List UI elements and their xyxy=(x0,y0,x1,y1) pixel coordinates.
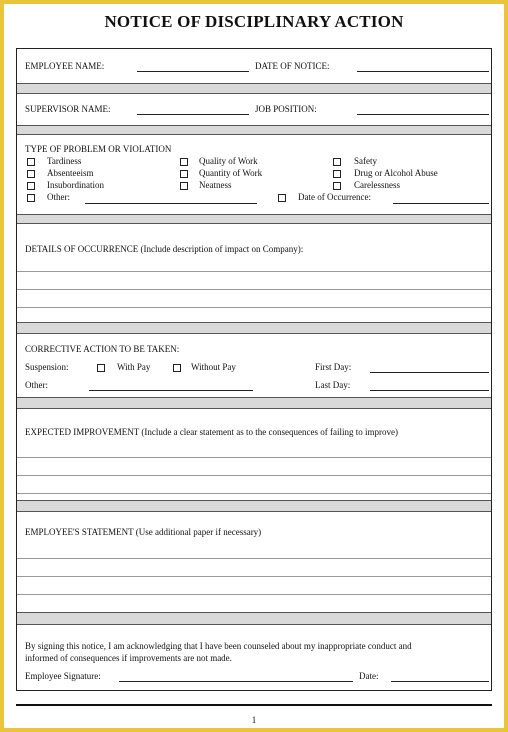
tardiness-checkbox[interactable] xyxy=(27,158,35,166)
without-pay-label: Without Pay xyxy=(191,362,236,372)
statement-section xyxy=(17,512,491,622)
employee-signature-label: Employee Signature: xyxy=(25,671,101,681)
supervisor-name-label: SUPERVISOR NAME: xyxy=(25,104,111,114)
problem-section xyxy=(17,135,491,214)
with-pay-checkbox[interactable] xyxy=(97,364,105,372)
corrective-heading: CORRECTIVE ACTION TO BE TAKEN: xyxy=(25,344,180,354)
neatness-checkbox[interactable] xyxy=(180,182,188,190)
section-separator xyxy=(17,500,491,512)
supervisor-row xyxy=(17,94,491,125)
section-separator xyxy=(17,612,491,625)
disciplinary-form xyxy=(16,48,492,691)
last-day-field[interactable] xyxy=(370,390,489,391)
section-separator xyxy=(17,397,491,409)
improvement-line[interactable] xyxy=(17,493,491,494)
quantity-of-work-label: Quantity of Work xyxy=(199,168,263,178)
carelessness-label: Carelessness xyxy=(354,180,400,190)
date-of-occurrence-field[interactable] xyxy=(393,203,489,204)
details-line[interactable] xyxy=(17,271,491,272)
other-field[interactable] xyxy=(85,203,257,204)
date-of-notice-field[interactable] xyxy=(357,71,489,72)
signature-date-label: Date: xyxy=(359,671,379,681)
improvement-heading: EXPECTED IMPROVEMENT (Include a clear statement as to the consequences of failing to improve) xyxy=(25,427,398,437)
drug-alcohol-abuse-checkbox[interactable] xyxy=(333,170,341,178)
absenteeism-checkbox[interactable] xyxy=(27,170,35,178)
supervisor-name-field[interactable] xyxy=(137,114,249,115)
improvement-section xyxy=(17,409,491,512)
other-checkbox[interactable] xyxy=(27,194,35,202)
absenteeism-label: Absenteeism xyxy=(47,168,94,178)
section-separator xyxy=(17,83,491,94)
last-day-label: Last Day: xyxy=(315,380,351,390)
details-line[interactable] xyxy=(17,307,491,308)
details-line[interactable] xyxy=(17,289,491,290)
safety-label: Safety xyxy=(354,156,377,166)
statement-line[interactable] xyxy=(17,576,491,577)
statement-heading: EMPLOYEE'S STATEMENT (Use additional paper if necessary) xyxy=(25,527,262,537)
signature-date-field[interactable] xyxy=(391,681,489,682)
details-heading: DETAILS OF OCCURRENCE (Include description of impact on Company): xyxy=(25,244,304,254)
first-day-field[interactable] xyxy=(370,372,489,373)
safety-checkbox[interactable] xyxy=(333,158,341,166)
with-pay-label: With Pay xyxy=(117,362,151,372)
document-page xyxy=(4,4,504,728)
drug-alcohol-abuse-label: Drug or Alcohol Abuse xyxy=(354,168,438,178)
improvement-line[interactable] xyxy=(17,457,491,458)
acknowledgement-line-2: informed of consequences if improvements are not made. xyxy=(25,653,232,663)
section-separator xyxy=(17,322,491,334)
problem-heading: TYPE OF PROBLEM OR VIOLATION xyxy=(25,144,172,154)
statement-line[interactable] xyxy=(17,594,491,595)
neatness-label: Neatness xyxy=(199,180,232,190)
acknowledgement-line-1: By signing this notice, I am acknowledging that I have been counseled about my inappropriate conduct and xyxy=(25,641,412,651)
acknowledgement-section xyxy=(17,625,491,691)
page-title: NOTICE OF DISCIPLINARY ACTION xyxy=(104,12,404,31)
statement-line[interactable] xyxy=(17,558,491,559)
section-separator xyxy=(17,125,491,135)
quality-of-work-label: Quality of Work xyxy=(199,156,258,166)
section-separator xyxy=(17,214,491,224)
tardiness-label: Tardiness xyxy=(47,156,82,166)
employee-name-label: EMPLOYEE NAME: xyxy=(25,61,105,71)
carelessness-checkbox[interactable] xyxy=(333,182,341,190)
suspension-label: Suspension: xyxy=(25,362,69,372)
other-action-field[interactable] xyxy=(89,390,253,391)
employee-signature-field[interactable] xyxy=(119,681,353,682)
footer-rule xyxy=(16,704,492,706)
other-label: Other: xyxy=(47,192,70,202)
improvement-line[interactable] xyxy=(17,475,491,476)
without-pay-checkbox[interactable] xyxy=(173,364,181,372)
date-of-occurrence-label: Date of Occurrence: xyxy=(298,192,371,202)
date-of-occurrence-checkbox[interactable] xyxy=(278,194,286,202)
date-of-notice-label: DATE OF NOTICE: xyxy=(255,61,330,71)
insubordination-label: Insubordination xyxy=(47,180,104,190)
quality-of-work-checkbox[interactable] xyxy=(180,158,188,166)
job-position-field[interactable] xyxy=(357,114,489,115)
first-day-label: First Day: xyxy=(315,362,352,372)
insubordination-checkbox[interactable] xyxy=(27,182,35,190)
other-action-label: Other: xyxy=(25,380,48,390)
page-number: 1 xyxy=(251,715,257,725)
job-position-label: JOB POSITION: xyxy=(255,104,317,114)
quantity-of-work-checkbox[interactable] xyxy=(180,170,188,178)
details-section xyxy=(17,224,491,322)
employee-name-field[interactable] xyxy=(137,71,249,72)
employee-row xyxy=(17,49,491,83)
